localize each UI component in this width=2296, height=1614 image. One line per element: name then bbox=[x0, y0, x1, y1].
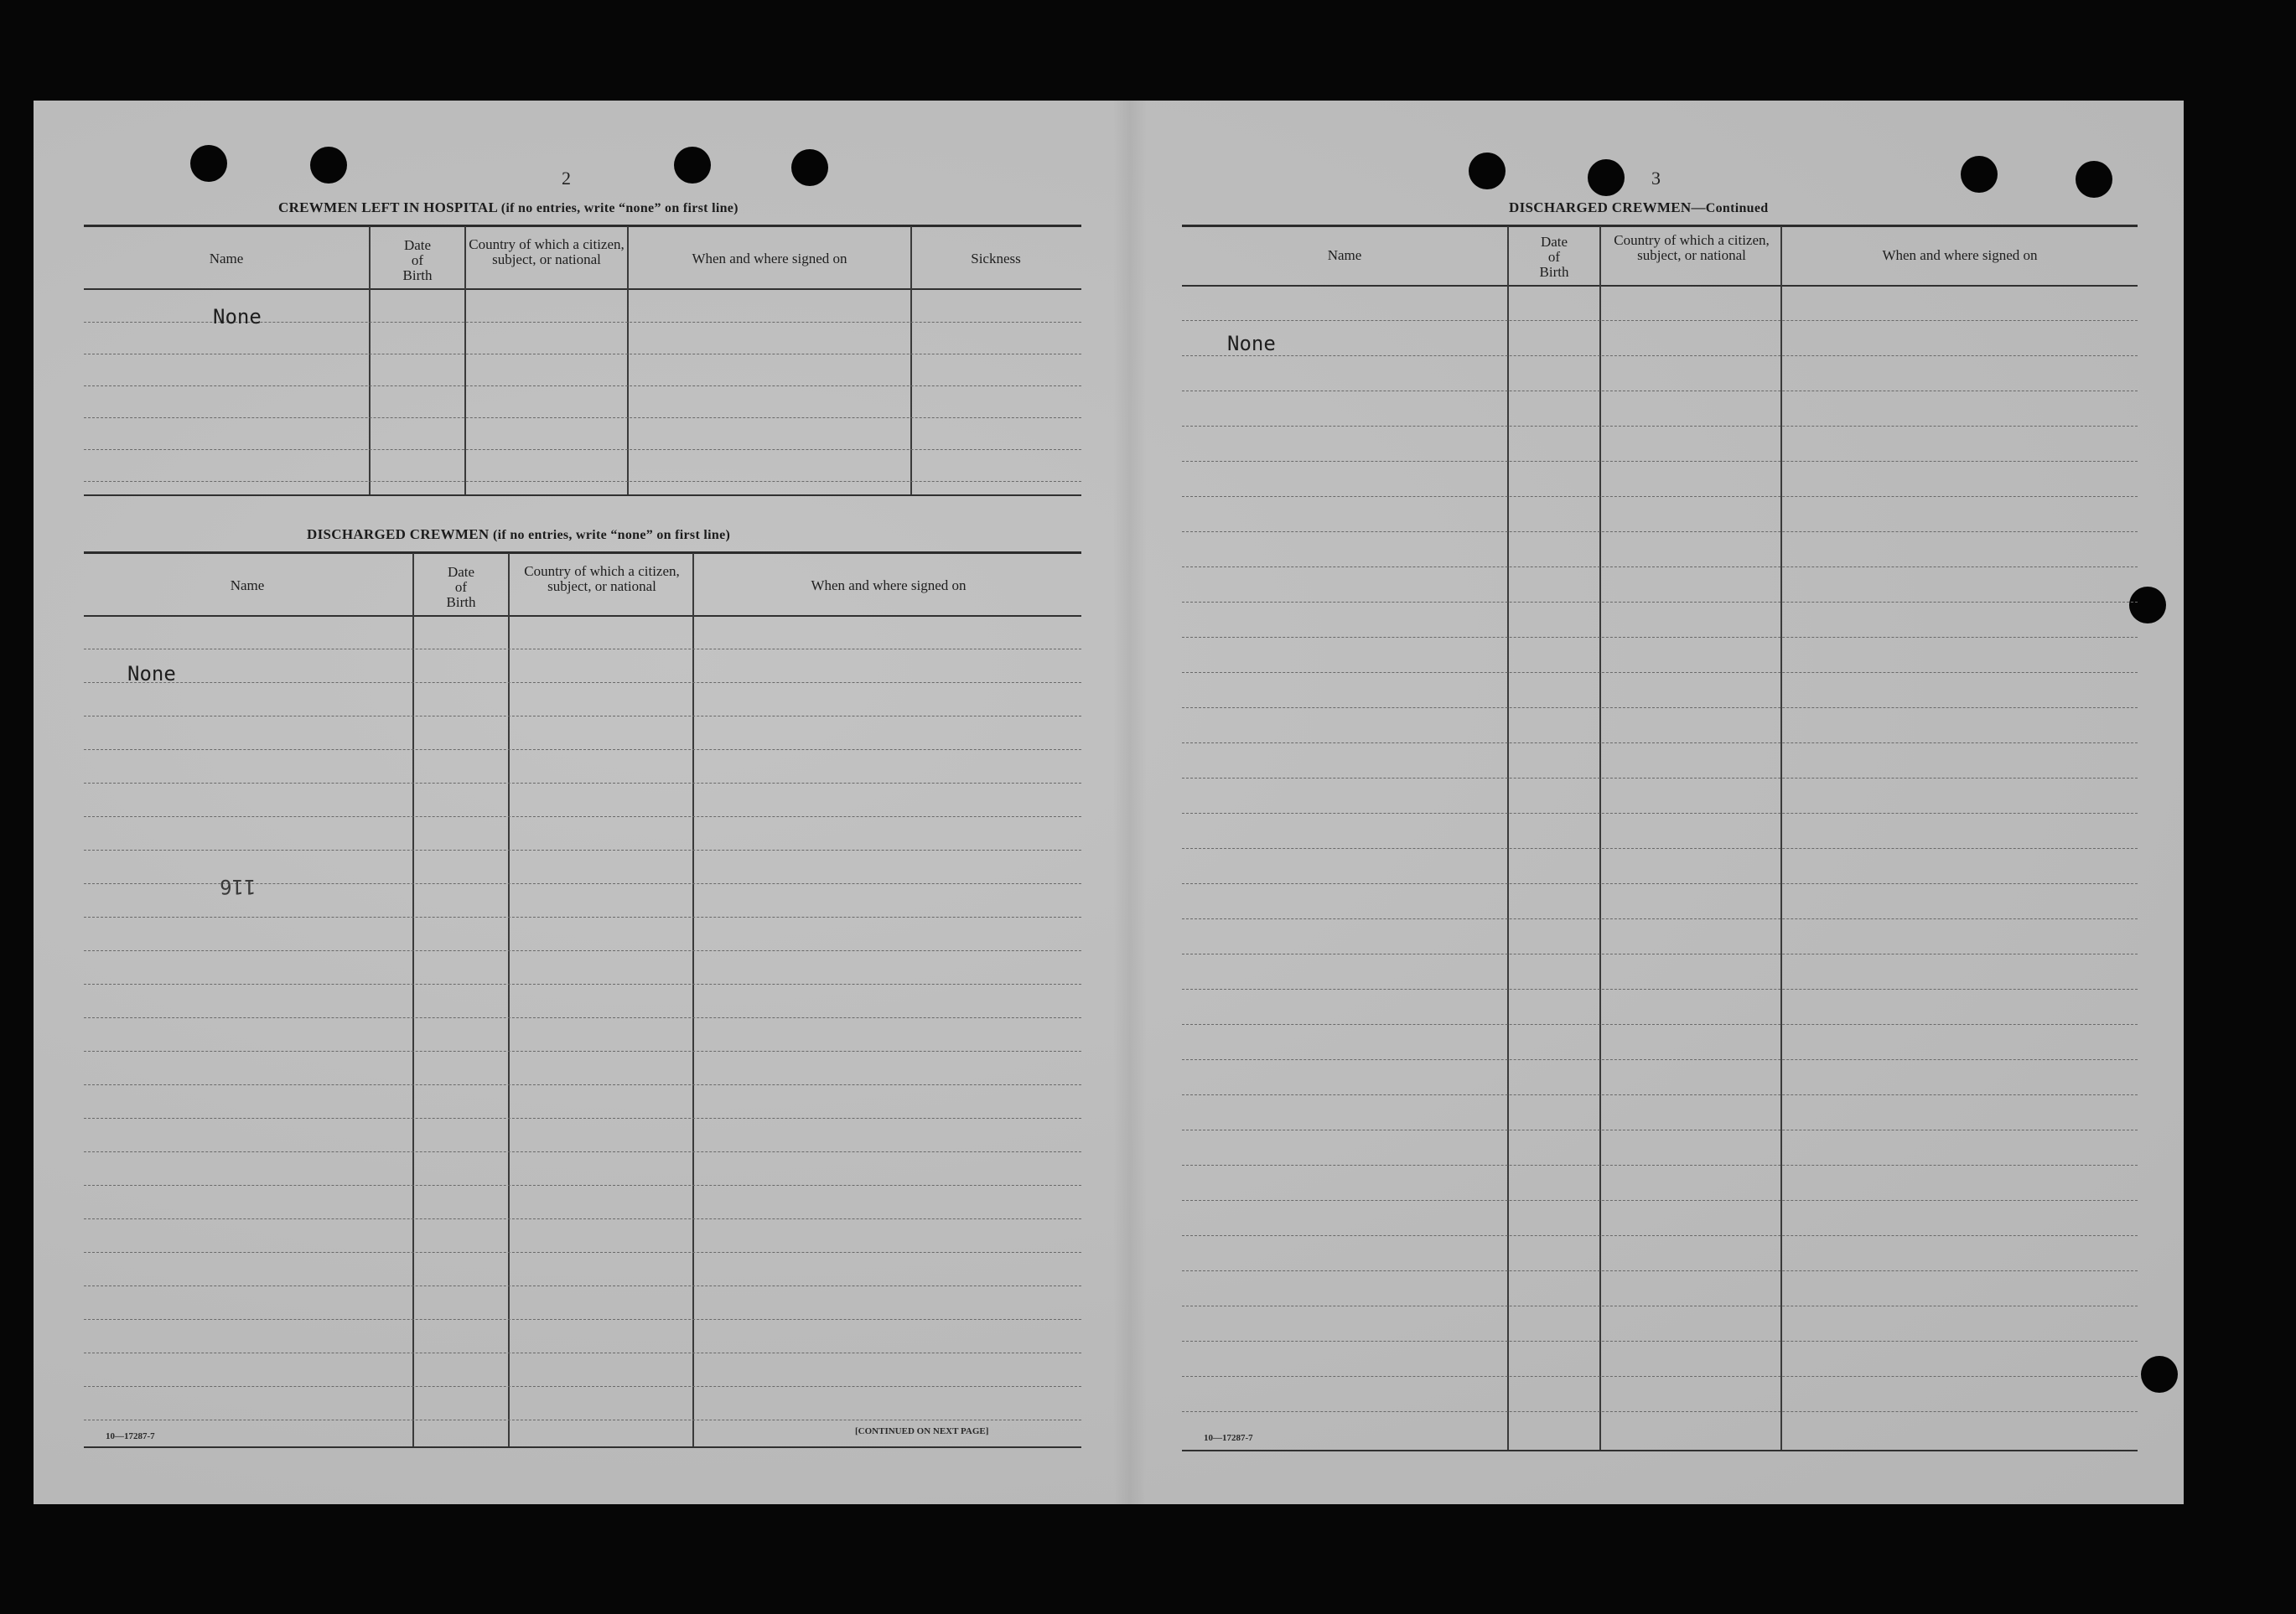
right-row-line bbox=[1182, 672, 2138, 673]
hospital-title-note: (if no entries, write “none” on first line) bbox=[500, 201, 739, 215]
right-row-line bbox=[1182, 461, 2138, 462]
discharged-title-note: (if no entries, write “none” on first line) bbox=[493, 528, 731, 542]
punch-hole bbox=[1961, 156, 1998, 193]
right-col-divider bbox=[1599, 226, 1601, 1451]
right-row-line bbox=[1182, 1200, 2138, 1201]
right-row-line bbox=[1182, 989, 2138, 990]
discharged-row-line bbox=[84, 749, 1081, 750]
discharged-continued-title-text: DISCHARGED CREWMEN— bbox=[1509, 199, 1706, 215]
hospital-col-divider bbox=[910, 226, 912, 494]
right-col-divider bbox=[1780, 226, 1782, 1451]
discharged-row-line bbox=[84, 1218, 1081, 1219]
right-row-line bbox=[1182, 355, 2138, 356]
discharged-title-text: DISCHARGED CREWMEN bbox=[307, 526, 490, 542]
right-table-top-rule bbox=[1182, 225, 2138, 227]
discharged-table-header-rule bbox=[84, 615, 1081, 617]
hospital-entry: None bbox=[213, 305, 262, 328]
punch-hole bbox=[1469, 153, 1506, 189]
discharged-row-line bbox=[84, 1017, 1081, 1018]
discharged-row-line bbox=[84, 1151, 1081, 1152]
discharged-col-divider bbox=[412, 553, 414, 1448]
form-number-left: 10—17287-7 bbox=[106, 1431, 155, 1441]
right-row-line bbox=[1182, 531, 2138, 532]
discharged-continued-title bbox=[1509, 199, 1768, 216]
discharged-row-line bbox=[84, 917, 1081, 918]
right-col-country: Country of which a citizen, subject, or national bbox=[1614, 232, 1770, 263]
hospital-row-line bbox=[84, 417, 1081, 418]
discharged-continued-suffix: Continued bbox=[1705, 201, 1769, 215]
right-table-header-rule bbox=[1182, 285, 2138, 287]
continued-note: [CONTINUED ON NEXT PAGE] bbox=[855, 1426, 989, 1436]
hospital-section-title bbox=[278, 199, 739, 216]
right-col-divider bbox=[1507, 226, 1509, 1451]
right-row-line bbox=[1182, 742, 2138, 743]
right-row-line bbox=[1182, 566, 2138, 567]
right-row-line bbox=[1182, 883, 2138, 884]
page-number-left: 2 bbox=[562, 168, 571, 189]
punch-hole bbox=[310, 147, 347, 184]
punch-hole bbox=[2141, 1356, 2178, 1393]
discharged-col-country: Country of which a citizen, subject, or national bbox=[524, 563, 680, 594]
right-row-line bbox=[1182, 637, 2138, 638]
right-row-line bbox=[1182, 1094, 2138, 1095]
discharged-row-line bbox=[84, 850, 1081, 851]
right-row-line bbox=[1182, 320, 2138, 321]
right-col-name: Name bbox=[1327, 247, 1362, 263]
discharged-col-name: Name bbox=[230, 577, 265, 593]
right-table-bottom-rule bbox=[1182, 1450, 2138, 1451]
discharged-row-line bbox=[84, 816, 1081, 817]
right-row-line bbox=[1182, 918, 2138, 919]
discharged-col-signed-on: When and where signed on bbox=[811, 577, 967, 593]
discharged-row-line bbox=[84, 1118, 1081, 1119]
hospital-col-divider bbox=[369, 226, 371, 494]
hospital-table-top-rule bbox=[84, 225, 1081, 227]
discharged-col-divider bbox=[508, 553, 510, 1448]
right-row-line bbox=[1182, 813, 2138, 814]
discharged-col-divider bbox=[692, 553, 694, 1448]
hospital-row-line bbox=[84, 481, 1081, 482]
hospital-col-name: Name bbox=[209, 251, 244, 266]
hospital-table-bottom-rule bbox=[84, 494, 1081, 496]
scanned-document bbox=[34, 101, 2184, 1504]
discharged-col-dob-label: Date of Birth bbox=[446, 564, 476, 610]
punch-hole bbox=[674, 147, 711, 184]
discharged-row-line bbox=[84, 1084, 1081, 1085]
hospital-col-divider bbox=[627, 226, 629, 494]
right-row-line bbox=[1182, 1411, 2138, 1412]
stray-mark: 116 bbox=[220, 875, 257, 898]
discharged-row-line bbox=[84, 1386, 1081, 1387]
hospital-table-header-rule bbox=[84, 288, 1081, 290]
page-number-right: 3 bbox=[1651, 168, 1661, 189]
form-number-right: 10—17287-7 bbox=[1204, 1433, 1253, 1443]
right-row-line bbox=[1182, 1059, 2138, 1060]
page-fold bbox=[1113, 101, 1147, 1504]
right-row-line bbox=[1182, 426, 2138, 427]
hospital-title-text: CREWMEN LEFT IN HOSPITAL bbox=[278, 199, 498, 215]
discharged-col-dob bbox=[414, 565, 508, 610]
discharged-row-line bbox=[84, 682, 1081, 683]
discharged-entry: None bbox=[127, 662, 176, 685]
discharged-row-line bbox=[84, 1319, 1081, 1320]
right-entry: None bbox=[1227, 332, 1276, 355]
discharged-section-title bbox=[307, 526, 730, 543]
right-col-dob bbox=[1509, 235, 1599, 280]
discharged-table-top-rule bbox=[84, 551, 1081, 554]
right-row-line bbox=[1182, 1376, 2138, 1377]
right-row-line bbox=[1182, 1165, 2138, 1166]
right-row-line bbox=[1182, 707, 2138, 708]
hospital-row-line bbox=[84, 449, 1081, 450]
discharged-row-line bbox=[84, 1185, 1081, 1186]
discharged-table-bottom-rule bbox=[84, 1446, 1081, 1448]
right-row-line bbox=[1182, 1235, 2138, 1236]
hospital-col-dob-label: Date of Birth bbox=[402, 237, 433, 283]
right-row-line bbox=[1182, 496, 2138, 497]
hospital-col-dob bbox=[371, 238, 464, 283]
right-col-signed-on: When and where signed on bbox=[1882, 247, 2038, 263]
discharged-row-line bbox=[84, 1051, 1081, 1052]
discharged-row-line bbox=[84, 984, 1081, 985]
punch-hole bbox=[2076, 161, 2112, 198]
hospital-col-country: Country of which a citizen, subject, or national bbox=[469, 236, 625, 267]
right-col-dob-label: Date of Birth bbox=[1539, 234, 1569, 280]
hospital-col-divider bbox=[464, 226, 466, 494]
hospital-row-line bbox=[84, 385, 1081, 386]
right-row-line bbox=[1182, 848, 2138, 849]
right-row-line bbox=[1182, 1024, 2138, 1025]
discharged-row-line bbox=[84, 950, 1081, 951]
discharged-row-line bbox=[84, 1252, 1081, 1253]
discharged-row-line bbox=[84, 783, 1081, 784]
right-row-line bbox=[1182, 1270, 2138, 1271]
right-row-line bbox=[1182, 778, 2138, 779]
hospital-col-signed-on: When and where signed on bbox=[692, 251, 847, 266]
punch-hole bbox=[190, 145, 227, 182]
hospital-col-sickness: Sickness bbox=[971, 251, 1021, 266]
punch-hole bbox=[1588, 159, 1625, 196]
punch-hole bbox=[791, 149, 828, 186]
punch-hole bbox=[2129, 587, 2166, 623]
right-row-line bbox=[1182, 1341, 2138, 1342]
right-row-line bbox=[1182, 602, 2138, 603]
